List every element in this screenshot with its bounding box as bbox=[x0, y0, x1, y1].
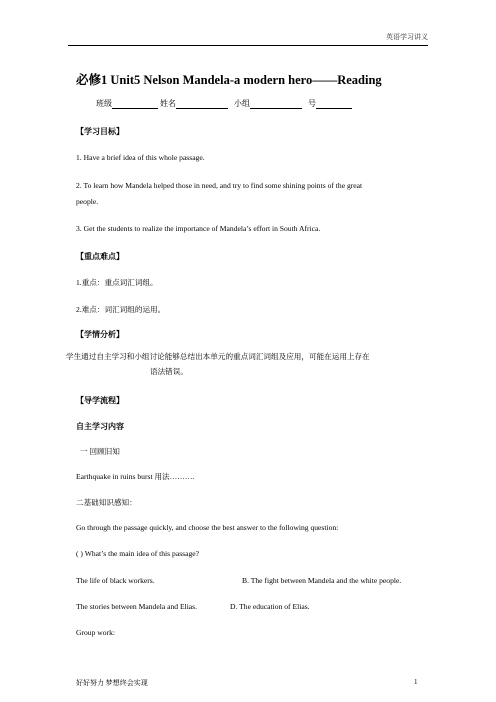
group-blank[interactable] bbox=[250, 100, 302, 109]
name-label: 姓名 bbox=[160, 99, 176, 108]
option-c: The stories between Mandela and Elias. bbox=[76, 602, 198, 611]
objective-1: 1. Have a brief idea of this whole passage. bbox=[76, 153, 205, 162]
page-number: 1 bbox=[414, 678, 418, 686]
group-label: 小组 bbox=[234, 99, 250, 108]
key-point-1: 1.重点：重点词汇词组。 bbox=[76, 278, 158, 287]
objectives-heading: 【学习目标】 bbox=[76, 127, 124, 136]
objective-3: 3. Get the students to realize the importance of Mandela’s effort in South Africa. bbox=[76, 224, 321, 233]
key-points-heading: 【重点难点】 bbox=[76, 252, 124, 261]
name-blank[interactable] bbox=[176, 100, 228, 109]
review-heading: 一 回顾旧知 bbox=[80, 447, 120, 456]
number-blank[interactable] bbox=[316, 100, 352, 109]
option-b: B. The fight between Mandela and the white people. bbox=[242, 576, 402, 585]
class-blank[interactable] bbox=[112, 100, 158, 109]
header-text: 英语学习讲义 bbox=[386, 33, 428, 41]
option-d: D. The education of Elias. bbox=[230, 602, 310, 611]
number-label: 号 bbox=[308, 99, 316, 108]
group-work-label: Group work: bbox=[76, 628, 116, 637]
objective-2: 2. To learn how Mandela helped those in need, and try to find some shining points of the great bbox=[76, 181, 363, 190]
basic-knowledge-heading: 二基础知识感知： bbox=[76, 498, 137, 507]
instruction-text: Go through the passage quickly, and choose the best answer to the following question: bbox=[76, 523, 339, 532]
analysis-line-2: 语法错误。 bbox=[150, 367, 188, 376]
class-label: 班级 bbox=[96, 99, 112, 108]
analysis-heading: 【学情分析】 bbox=[76, 330, 124, 339]
objective-2-cont: people. bbox=[76, 197, 99, 206]
key-point-2: 2.难点：词汇词组的运用。 bbox=[76, 305, 166, 314]
option-a: The life of black workers. bbox=[76, 576, 155, 585]
header-rule bbox=[68, 45, 428, 46]
footer-motto: 好好努力 梦想终会实现 bbox=[76, 679, 148, 687]
student-info-row bbox=[96, 98, 352, 109]
page-title: 必修1 Unit5 Nelson Mandela-a modern hero——Reading bbox=[76, 73, 382, 87]
question-text: ( ) What’s the main idea of this passage? bbox=[76, 549, 200, 558]
process-heading: 【导学流程】 bbox=[76, 396, 124, 405]
review-text: Earthquake in ruins burst 用法………. bbox=[76, 472, 195, 481]
self-study-heading: 自主学习内容 bbox=[76, 422, 124, 431]
analysis-line-1: 学生通过自主学习和小组讨论能够总结出本单元的重点词汇词组及应用，可能在运用上存在 bbox=[66, 352, 370, 361]
